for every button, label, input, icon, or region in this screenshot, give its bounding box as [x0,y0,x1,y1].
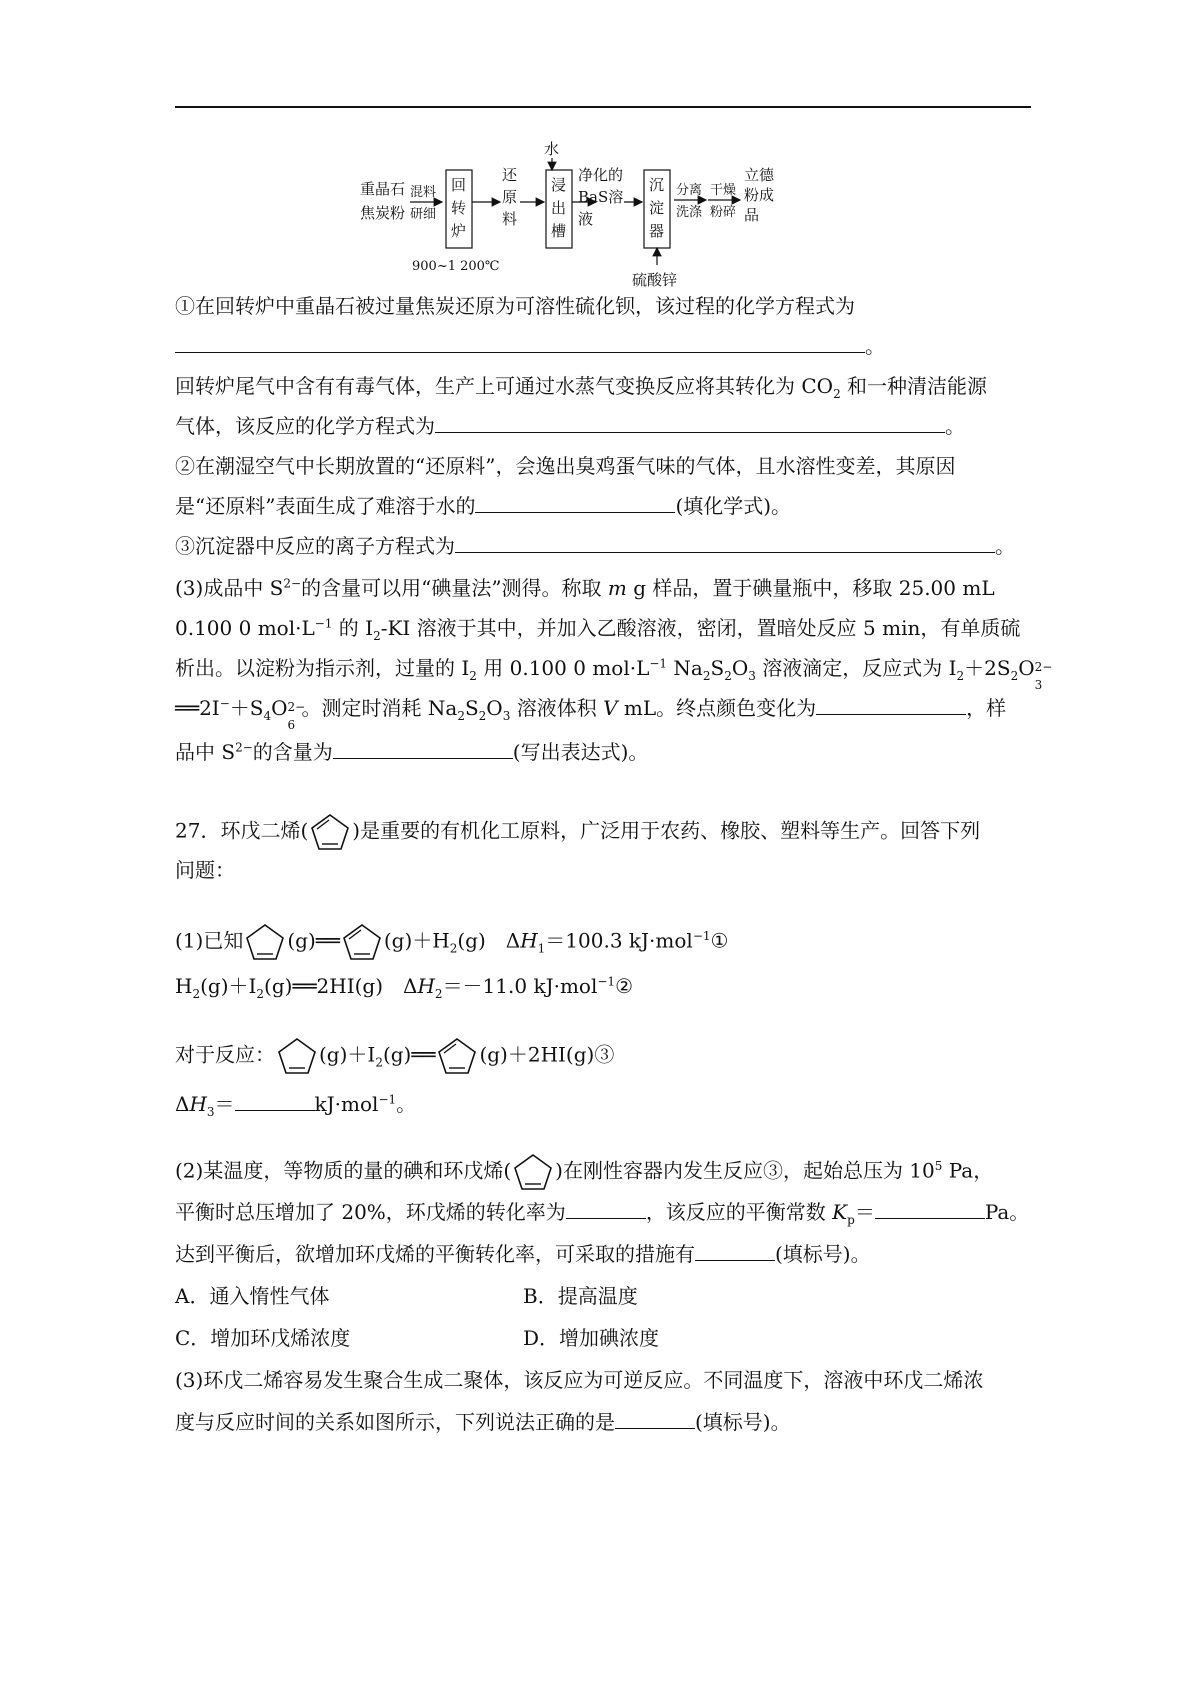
text-span: 是“还原料”表面生成了难溶于水的 [175,494,476,518]
text-span: (g)══2HI(g) Δ [264,974,418,998]
subscript: 2 [434,987,443,1001]
part-3-line-2 [175,1408,1035,1436]
flow-box3-char1: 沉 [649,176,665,194]
flow-step-wash: 洗涤 [676,205,703,220]
subscript: 1 [537,941,546,956]
text-span: g 样品，置于碘量瓶中，移取 25.00 mL [626,576,995,600]
text-span: H [175,974,193,998]
text-span: (3)成品中 S [175,576,284,600]
answer-blank[interactable] [435,412,945,433]
question-line-9 [175,614,1035,642]
subscript: 2 [449,941,458,956]
answer-blank[interactable] [615,1408,695,1429]
cyclopentadiene-icon [340,922,384,962]
text-span: 平衡时总压增加了 20%，环戊烯的转化率为 [175,1200,566,1224]
text-span: O [486,696,503,720]
flow-product-line1: 立德 [744,166,775,184]
subscript: 2 [956,669,965,683]
answer-blank[interactable] [695,1240,775,1261]
text-span: 。测定时消耗 Na [301,696,458,720]
part-1-line-4 [175,1090,1035,1118]
option-c: C．增加环戊烯浓度 [175,1326,351,1350]
cyclopentadiene-icon [308,812,352,852]
text-span: Na [667,656,703,680]
text-span: (1)已知 [175,928,244,953]
superscript: −1 [649,656,668,671]
flow-box2-char1: 浸 [551,176,567,194]
flow-mid2-line1: 净化的 [578,166,624,184]
subscript: 2 [702,669,711,683]
answer-blank[interactable] [566,1198,646,1219]
text-span: (填标号)。 [695,1410,791,1434]
text-span: 和一种清洁能源 [840,374,988,398]
process-flow-diagram [360,140,840,290]
superscript: −1 [597,974,616,989]
text-span: 溶液体积 [510,696,604,720]
subscript: 2 [478,709,487,723]
text-span: (3)环戊二烯容易发生聚合生成二聚体，该反应为可逆反应。不同温度下，溶液中环戊二烯浓 [175,1368,984,1392]
text-span: (g)＋I [319,1042,376,1067]
question-line-4 [175,412,1035,440]
flow-temperature: 900~1 200℃ [412,259,500,274]
text-span: 。 [865,334,885,358]
cyclopentene-icon [511,1152,555,1192]
flow-product-line3: 品 [744,206,760,224]
part-2-line-1 [175,1152,1035,1192]
text-span: 的 I [332,616,374,640]
question-line-3 [175,372,1035,400]
option-a: A．通入惰性气体 [175,1284,330,1308]
part-1-line-2 [175,972,1035,1000]
cyclopentene-icon [275,1036,319,1076]
subscript: 2 [469,669,477,683]
text-span: ＋S [229,696,264,720]
text-span: 。 [945,414,965,438]
text-span: 溶液滴定，反应式为 I [755,656,957,680]
question-27-line-1 [175,812,1035,852]
text-span: (2)某温度，等物质的量的碘和环戊烯( [175,1158,512,1183]
text-span: ＝ [854,1200,875,1224]
italic-var: m [607,576,627,600]
question-line-5 [175,452,1035,480]
flow-step-dry: 干燥 [710,183,737,198]
flow-mid1-char1: 还 [502,166,518,184]
subscript: 2 [457,709,465,723]
flow-input-coke: 焦炭粉 [360,204,406,222]
text-span: ＋2S [964,656,1011,680]
text-span: Pa。 [984,1200,1030,1224]
flow-box3-char3: 器 [649,222,665,240]
subscript: 4 [263,709,272,723]
text-span: ，样 [966,696,1007,720]
superscript: 2− [1034,660,1053,674]
flow-step-separate: 分离 [676,183,703,198]
subscript: 3 [502,709,511,723]
question-line-11 [175,694,1035,732]
subscript: 3 [748,669,756,683]
subscript: 2 [1010,669,1019,683]
part-1-line-1 [175,922,1035,962]
flow-box1-char1: 回 [451,176,467,194]
text-span: (g)＋2HI(g)③ [479,1042,615,1067]
question-line-12 [175,738,1035,766]
superscript: − [219,696,230,711]
subscript: 3 [206,1105,215,1119]
subscript: 2 [256,987,265,1001]
flow-box1-char3: 炉 [451,222,467,240]
question-line-6 [175,492,1035,520]
part-1-line-3 [175,1036,1035,1076]
question-line-7 [175,532,1035,560]
flow-box1-char2: 转 [451,199,467,217]
question-line-8 [175,574,1035,602]
subscript: 2 [833,387,841,401]
answer-line-1 [175,332,1035,360]
flow-step-grind: 研细 [410,207,437,222]
text-span: mL。终点颜色变化为 [617,696,817,720]
text-span: ，该反应的平衡常数 [645,1200,833,1224]
text-span: ② [615,974,633,998]
flow-mid1-char2: 原 [502,188,518,206]
subscript: 2 [373,629,381,643]
text-span: Δ [175,1092,190,1116]
superscript: 2− [283,576,302,591]
answer-blank[interactable] [333,738,513,759]
text-span: (g)＋I [200,974,257,998]
text-span: ＝100.3 kJ·mol [545,928,693,953]
text-span: -KI 溶液于其中，并加入乙酸溶液，密闭，置暗处反应 5 min，有单质硫 [380,616,1021,640]
text-span: 度与反应时间的关系如图所示，下列说法正确的是 [175,1410,615,1434]
text-span: 对于反应： [175,1042,275,1067]
italic-var: H [520,928,538,953]
flow-box3-char2: 淀 [649,199,665,217]
answer-blank[interactable] [875,1198,985,1219]
text-span: 品中 S [175,740,236,764]
text-span: (g) Δ [457,928,521,953]
text-span: O [271,696,288,720]
text-span: 。 [995,534,1015,558]
flow-mid1-char3: 料 [502,210,518,228]
flow-box2-char3: 槽 [551,222,567,240]
text-span: kJ·mol [314,1092,379,1116]
text-span: (g)══ [382,1042,436,1067]
option-d: D．增加碘浓度 [523,1326,660,1350]
superscript: 2− [235,740,253,755]
flow-mid2-line2: BaS溶 [578,188,624,206]
top-rule [175,106,1031,108]
italic-var: K [832,1200,848,1224]
italic-var: H [417,974,435,998]
text-span: (g)＋H [383,928,450,953]
text-span: )是重要的有机化工原料，广泛用于农药、橡胶、塑料等生产。回答下列 [352,818,981,843]
text-span: S [710,656,725,680]
subscript: 3 [1034,678,1043,692]
text-span: 用 0.100 0 mol·L [476,656,650,680]
text-span: 27．环戊二烯( [175,818,309,843]
supsub-stack [1034,660,1053,692]
italic-var: V [603,696,618,720]
text-span: Pa， [942,1158,994,1183]
supsub-stack [287,700,306,732]
subscript: 6 [287,718,296,732]
cyclopentene-icon [243,922,287,962]
text-span: O [731,656,749,680]
part-2-line-2 [175,1198,1035,1226]
text-span: 气体，该反应的化学方程式为 [175,414,435,438]
subscript: 2 [192,987,201,1001]
answer-blank[interactable] [235,1090,315,1111]
text-span: 达到平衡后，欲增加环戊烯的平衡转化率，可采取的措施有 [175,1242,695,1266]
flow-input-barite: 重晶石 [360,180,406,198]
question-27-line-2 [175,856,1035,884]
question-line-1 [175,292,1035,320]
flow-mid2-line3: 液 [578,210,594,228]
superscript: 5 [934,1158,943,1173]
question-line-10 [175,654,1053,692]
text-span: ＝－11.0 kJ·mol [442,974,598,998]
text-span: ②在潮湿空气中长期放置的“还原料”，会逸出臭鸡蛋气味的气体，且水溶性变差，其原因 [175,454,956,478]
answer-blank[interactable] [475,492,675,513]
flow-product-line2: 粉成 [744,186,775,204]
part-3-line-1 [175,1366,1035,1394]
answer-blank[interactable] [816,694,966,715]
text-span: 回转炉尾气中含有有毒气体，生产上可通过水蒸气变换反应将其转化为 CO [175,374,834,398]
text-span: (填标号)。 [775,1242,871,1266]
text-span: 的含量可以用“碘量法”测得。称取 [301,576,608,600]
text-span: (填化学式)。 [675,494,792,518]
text-span: O [1018,656,1035,680]
option-b: B．提高温度 [523,1284,638,1308]
text-span: 析出。以淀粉为指示剂，过量的 I [175,656,470,680]
text-span: (写出表达式)。 [512,740,649,764]
subscript: 2 [375,1055,383,1070]
text-span: 问题： [175,858,235,882]
text-span: ══2I [175,696,220,720]
flow-box2-char2: 出 [551,199,567,217]
superscript: −1 [378,1092,397,1107]
superscript: −1 [692,928,711,943]
superscript: 2− [287,700,306,714]
flow-zinc-sulfate: 硫酸锌 [632,271,678,289]
text-span: 。 [396,1092,417,1116]
cyclopentadiene-icon [435,1036,479,1076]
text-span: (g)══ [287,928,340,953]
text-span: )在刚性容器内发生反应③，起始总压为 10 [555,1158,935,1183]
answer-blank[interactable] [175,332,865,353]
subscript: 2 [724,669,732,683]
part-2-line-3 [175,1240,1035,1268]
flow-step-crush: 粉碎 [710,205,737,220]
text-span: ③沉淀器中反应的离子方程式为 [175,534,455,558]
flow-step-mix: 混料 [410,185,437,200]
subscript: p [847,1213,855,1227]
text-span: 的含量为 [252,740,333,764]
superscript: −1 [314,616,333,631]
text-span: 0.100 0 mol·L [175,616,315,640]
text-span: ＝ [214,1092,235,1116]
text-span: ① [710,928,729,953]
text-span: S [464,696,479,720]
text-span: ①在回转炉中重晶石被过量焦炭还原为可溶性硫化钡，该过程的化学方程式为 [175,294,855,318]
answer-blank[interactable] [455,532,995,553]
italic-var: H [189,1092,207,1116]
flow-water: 水 [544,140,560,158]
